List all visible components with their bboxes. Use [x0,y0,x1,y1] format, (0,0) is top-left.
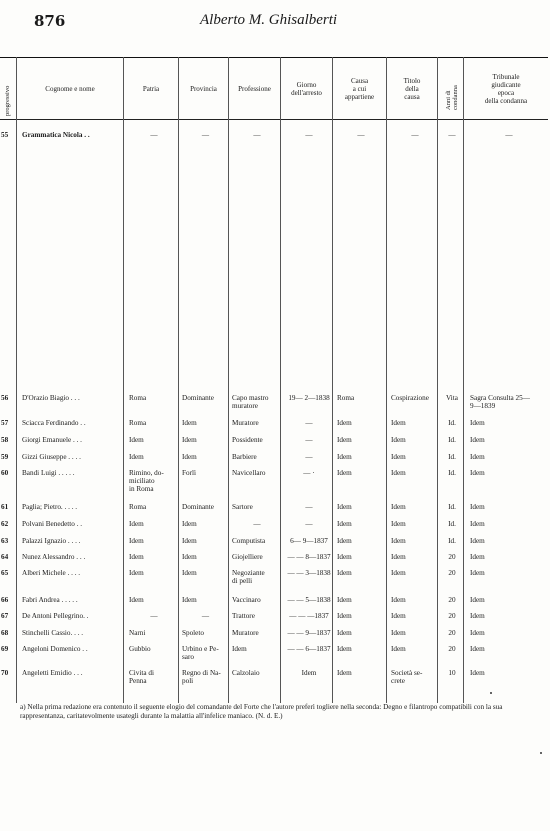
row-provincia: Regno di Na- poli [182,669,221,685]
table-header-rule [0,119,548,120]
row-causa: Idem [337,520,352,528]
row-professione: Calzolaio [232,669,260,677]
row-tribunale: Idem [470,469,485,477]
row-name: D'Orazio Biagio . . . [22,394,80,402]
row-causa: Roma [337,394,355,402]
row-causa: Idem [337,596,352,604]
row-number: 66 [1,596,9,604]
row-anni: Id. [448,537,456,545]
row-name: Grammatica Nicola . . [22,131,90,139]
row-name: Sciacca Ferdinando . . [22,419,86,427]
row-titolo: Idem [391,453,406,461]
row-giorno: — [305,503,313,511]
row-number: 56 [1,394,9,402]
row-professione: Idem [232,645,247,653]
row-name: Fabri Andrea . . . . . [22,596,78,604]
row-professione: Possidente [232,436,263,444]
row-professione: Giojelliere [232,553,263,561]
row-provincia: Idem [182,453,197,461]
col-header-titolo: Titolo della causa [403,77,421,101]
row-provincia: Idem [182,419,197,427]
row-titolo: Idem [391,537,406,545]
row-titolo: Idem [391,436,406,444]
row-tribunale: Idem [470,453,485,461]
column-divider [463,57,464,703]
row-anni: 20 [448,645,456,653]
row-professione: — [253,520,261,528]
row-anni: Id. [448,520,456,528]
row-professione: Trattore [232,612,255,620]
row-causa: Idem [337,503,352,511]
row-number: 70 [1,669,9,677]
row-patria: Roma [129,394,147,402]
running-title: Alberto M. Ghisalberti [200,12,338,28]
row-patria: Idem [129,553,144,561]
col-header-causa: Causa a cui appartiene [344,77,375,101]
row-tribunale: Idem [470,669,485,677]
row-patria: Roma [129,419,147,427]
col-header-nome: Cognome e nome [45,85,95,93]
row-tribunale: Idem [470,520,485,528]
column-divider [178,57,179,703]
row-name: Angeletti Emidio . . . [22,669,83,677]
row-anni: 20 [448,612,456,620]
row-patria: Rimino, do- miciliato in Roma [129,469,164,493]
row-professione: Negoziante di pelli [232,569,265,585]
page-number: 876 [34,12,66,30]
row-patria: Idem [129,537,144,545]
row-giorno: — — 5—1838 [287,596,331,604]
row-professione: Capo mastro muratore [232,394,269,410]
row-titolo: Società se- crete [391,669,423,685]
row-causa: Idem [337,537,352,545]
row-name: Bandi Luigi . . . . . [22,469,75,477]
row-anni: 10 [448,669,456,677]
print-speck [540,752,542,754]
column-divider [280,57,281,703]
row-professione: Navicellaro [232,469,266,477]
row-professione: Vaccinaro [232,596,261,604]
row-patria: Roma [129,503,147,511]
row-provincia: Idem [182,520,197,528]
table-top-rule [0,57,548,58]
row-patria: Idem [129,453,144,461]
row-patria: Civita di Penna [129,669,154,685]
row-anni: 20 [448,553,456,561]
row-patria: Idem [129,596,144,604]
col-header-tribunale: Tribunale giudicante epoca della condanna [484,73,528,105]
row-giorno: — [305,131,313,139]
row-titolo: Cospirazione [391,394,429,402]
row-provincia: Idem [182,537,197,545]
row-name: Gizzi Giuseppe . . . . [22,453,81,461]
row-giorno: 6— 9—1837 [290,537,328,545]
row-causa: Idem [337,453,352,461]
row-anni: Id. [448,436,456,444]
column-divider [332,57,333,703]
col-header-patria: Patria [142,85,160,93]
row-causa: — [357,131,365,139]
row-titolo: Idem [391,612,406,620]
row-causa: Idem [337,612,352,620]
row-anni: Id. [448,503,456,511]
row-number: 57 [1,419,9,427]
row-titolo: Idem [391,553,406,561]
row-number: 64 [1,553,9,561]
col-header-professione: Professione [238,85,271,93]
row-causa: Idem [337,669,352,677]
row-patria: Idem [129,436,144,444]
row-anni: Id. [448,469,456,477]
row-titolo: Idem [391,569,406,577]
row-tribunale: Idem [470,553,485,561]
col-header-anni: Anni di condanna [445,85,459,110]
row-professione: — [253,131,261,139]
row-name: Stinchelli Cassio. . . . [22,629,84,637]
col-header-provincia: Provincia [190,85,217,93]
row-patria: Idem [129,520,144,528]
column-divider [437,57,438,703]
row-giorno: — — 9—1837 [287,629,331,637]
row-number: 69 [1,645,9,653]
row-provincia: Idem [182,596,197,604]
column-divider [386,57,387,703]
row-anni: Vita [446,394,458,402]
row-giorno: 19— 2—1838 [288,394,330,402]
row-number: 67 [1,612,9,620]
row-provincia: — [201,612,210,620]
row-number: 63 [1,537,9,545]
row-titolo: Idem [391,629,406,637]
row-tribunale: Idem [470,612,485,620]
row-causa: Idem [337,419,352,427]
row-giorno: — — 3—1838 [287,569,331,577]
row-causa: Idem [337,436,352,444]
row-titolo: — [411,131,419,139]
row-provincia: Forlì [182,469,196,477]
row-titolo: Idem [391,520,406,528]
row-giorno: Idem [301,669,317,677]
row-professione: Computista [232,537,266,545]
row-number: 58 [1,436,9,444]
row-number: 61 [1,503,9,511]
row-name: Polvani Benedetto . . [22,520,83,528]
row-giorno: — [305,520,313,528]
row-number: 65 [1,569,9,577]
row-tribunale: Idem [470,503,485,511]
row-causa: Idem [337,645,352,653]
row-giorno: — — 6—1837 [287,645,331,653]
row-name: Giorgi Emanuele . . . [22,436,82,444]
row-provincia: Spoleto [182,629,204,637]
footnote: a) Nella prima redazione era contenuto il seguente elogio del comandante del Forte che l'autore preferì togliere nella seconda: Degno e filantropo compatibili con la sua rappresentanza, caritatevolmente usategli durante la malattia all'infelice maniaco. (N. d. E.) [20,703,503,720]
row-number: 60 [1,469,9,477]
row-causa: Idem [337,629,352,637]
row-titolo: Idem [391,503,406,511]
row-tribunale: Idem [470,419,485,427]
row-name: Angeloni Domenico . . [22,645,88,653]
row-provincia: Idem [182,569,197,577]
row-provincia: Urbino e Pe- saro [182,645,219,661]
row-giorno: — [305,436,313,444]
print-speck [490,692,492,694]
row-professione: Sartore [232,503,253,511]
row-titolo: Idem [391,419,406,427]
row-anni: Id. [448,453,456,461]
row-name: Paglia; Pietro. . . . . [22,503,78,511]
row-giorno: — · [303,469,315,477]
row-patria: — [150,131,158,139]
row-name: Nunez Alessandro . . . [22,553,86,561]
row-provincia: Dominante [182,503,214,511]
column-divider [123,57,124,703]
row-anni: 20 [448,629,456,637]
row-patria: Narni [129,629,146,637]
row-number: 68 [1,629,9,637]
row-giorno: — — 8—1837 [287,553,331,561]
row-professione: Muratore [232,629,259,637]
row-giorno: — — —1837 [289,612,329,620]
row-professione: Barbiere [232,453,257,461]
row-patria: Idem [129,569,144,577]
row-tribunale: Idem [470,436,485,444]
row-titolo: Idem [391,596,406,604]
row-provincia: — [201,131,210,139]
row-number: 62 [1,520,9,528]
row-anni: 20 [448,596,456,604]
col-header-giorno: Giorno dell'arresto [291,81,322,97]
row-titolo: Idem [391,645,406,653]
row-causa: Idem [337,553,352,561]
row-name: Alberi Michele . . . . [22,569,81,577]
row-name: De Antoni Pellegrino. . [22,612,89,620]
row-patria: — [150,612,158,620]
column-divider [16,57,17,703]
row-provincia: Idem [182,436,197,444]
column-divider [228,57,229,703]
row-causa: Idem [337,569,352,577]
row-tribunale: Idem [470,569,485,577]
col-header-progressivo: progressivo [4,85,11,116]
row-tribunale: — [505,131,513,139]
row-patria: Gubbio [129,645,151,653]
row-tribunale: Idem [470,537,485,545]
row-titolo: Idem [391,469,406,477]
row-tribunale: Idem [470,629,485,637]
row-anni: Id. [448,419,456,427]
row-tribunale: Sagra Consulta 25— 9—1839 [470,394,530,410]
row-anni: — [448,131,456,139]
row-causa: Idem [337,469,352,477]
row-tribunale: Idem [470,645,485,653]
row-giorno: — [305,453,313,461]
row-number: 55 [1,131,9,139]
row-professione: Muratore [232,419,259,427]
row-anni: 20 [448,569,456,577]
row-giorno: — [305,419,313,427]
row-provincia: Idem [182,553,197,561]
row-tribunale: Idem [470,596,485,604]
row-number: 59 [1,453,9,461]
page-header [0,12,550,34]
row-provincia: Dominante [182,394,214,402]
row-name: Palazzi Ignazio . . . . [22,537,81,545]
